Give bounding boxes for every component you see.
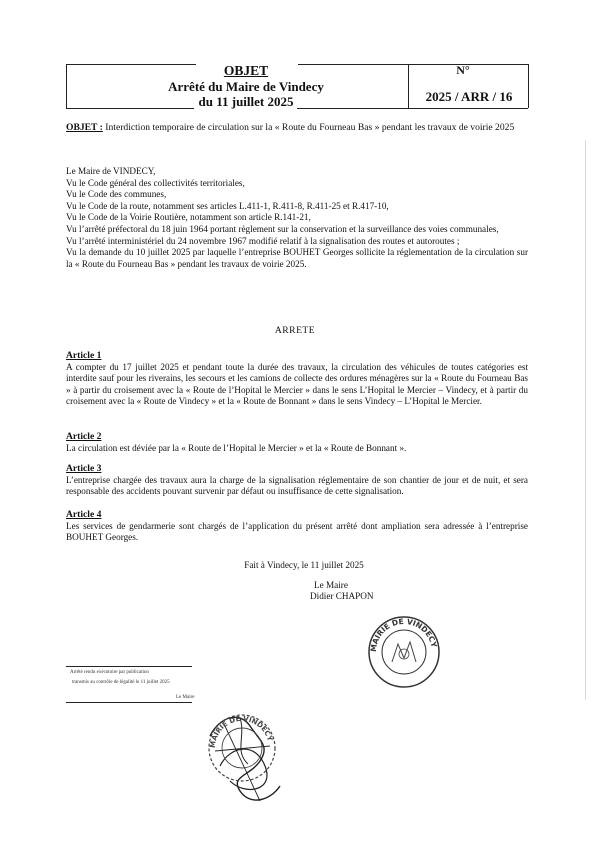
header-top-rule-left (66, 64, 196, 65)
note-line1: Arrêté rendu exécutoire par publication (70, 670, 149, 675)
header-number-value: 2025 / ARR / 16 (425, 89, 513, 104)
article-4 (66, 509, 528, 544)
article-text: L’entreprise chargée des travaux aura la charge de la signalisation réglementaire de son chantier de jour et de nuit, et sera responsable des accidents pouvant survenir par défaut ou insuffisance de cette signalisation. (66, 474, 528, 497)
header-number-box-right (528, 64, 529, 108)
note-box-top (66, 666, 192, 667)
header-number-label: N° (456, 63, 470, 77)
article-title: Article 4 (66, 509, 102, 520)
article-text: Les services de gendarmerie sont chargés de l’application du présent arrêté dont ampliation sera adressée à l’entreprise BOUHET Georges. (66, 520, 528, 543)
preamble-line: Vu le Code des communes, (66, 189, 167, 200)
seal-left-text: MAIRIE DE VINDECY (208, 714, 274, 749)
article-title: Article 1 (66, 350, 102, 361)
scan-edge-mark (585, 140, 586, 700)
header-number-box-bottom (408, 108, 528, 109)
signature-role: Le Maire (314, 580, 348, 590)
mairie-seal-left (206, 712, 278, 784)
svg-text:MAIRIE DE VINDECY (209, 715, 274, 748)
mairie-seal-right (366, 614, 442, 690)
preamble-line: Vu l’arrêté préfectoral du 18 juin 1964 portant règlement sur la conservation et la surveillance des voies communales, (66, 223, 499, 234)
signature-name: Didier CHAPON (310, 591, 374, 601)
preamble-block (66, 166, 528, 270)
preamble-line: Vu l’arrêté interministériel du 24 novembre 1967 modifié relatif à la signalisation des routes et autoroutes ; (66, 235, 460, 246)
preamble-line: Vu le Code de la Voirie Routière, notamment son article R.141-21, (66, 212, 311, 223)
signature-place-date: Fait à Vindecy, le 11 juillet 2025 (244, 560, 364, 570)
svg-text:MAIRIE DE VINDECY (369, 617, 439, 652)
seal-right-text: MAIRIE DE VINDECY (368, 616, 439, 653)
objet-label: OBJET : (66, 122, 103, 133)
header-title-line2: du 11 juillet 2025 (198, 94, 294, 109)
header-number-box-left (408, 64, 409, 108)
note-box-bottom (66, 702, 192, 703)
article-title: Article 3 (66, 463, 102, 474)
preamble-line: Vu le Code de la route, notamment ses articles L.411-1, R.411-8, R.411-25 et R.417-10, (66, 200, 389, 211)
article-2 (66, 431, 528, 454)
header-top-rule-right (298, 64, 420, 65)
header-left-border (66, 64, 67, 108)
article-text: La circulation est déviée par la « Route de l’Hopital le Mercier » et la « Route de Bonnant ». (66, 442, 407, 453)
header-objet-label: OBJET (223, 63, 269, 78)
preamble-line: Vu le Code général des collectivités territoriales, (66, 177, 245, 188)
article-1 (66, 350, 528, 408)
preamble-line: Le Maire de VINDECY, (66, 166, 156, 176)
arrete-heading: ARRETE (274, 325, 316, 336)
note-line3: Le Maire (176, 695, 195, 700)
objet-block (66, 122, 528, 134)
article-text: A compter du 17 juillet 2025 et pendant toute la durée des travaux, la circulation des véhicules de toutes catégories est interdite sauf pour les riverains, les secours et les camions de collecte des ordures ménagères sur la « Route du Fourneau Bas » à partir du croisement avec la « Route de l’Hopital le Mercier » dans le sens L’Hopital le Mercier – Vindecy, et à partir du croisement avec la « Route de Vindecy » et la « Route de Bonnant » dans le sens Vindecy – L’Hopital le Mercier. (66, 361, 528, 407)
objet-text: Interdiction temporaire de circulation sur la « Route du Fourneau Bas » pendant les travaux de voirie 2025 (105, 122, 515, 133)
header-title-line1: Arrêté du Maire de Vindecy (168, 79, 324, 94)
preamble-line: Vu la demande du 10 juillet 2025 par laquelle l’entreprise BOUHET Georges sollicite la réglementation de la circulation sur la « Route du Fourneau Bas » pendant les travaux de voirie 2025. (66, 247, 528, 269)
article-title: Article 2 (66, 431, 102, 442)
note-line2: transmis au contrôle de légalité le 11 juillet 2025 (72, 680, 170, 685)
article-3 (66, 463, 528, 498)
